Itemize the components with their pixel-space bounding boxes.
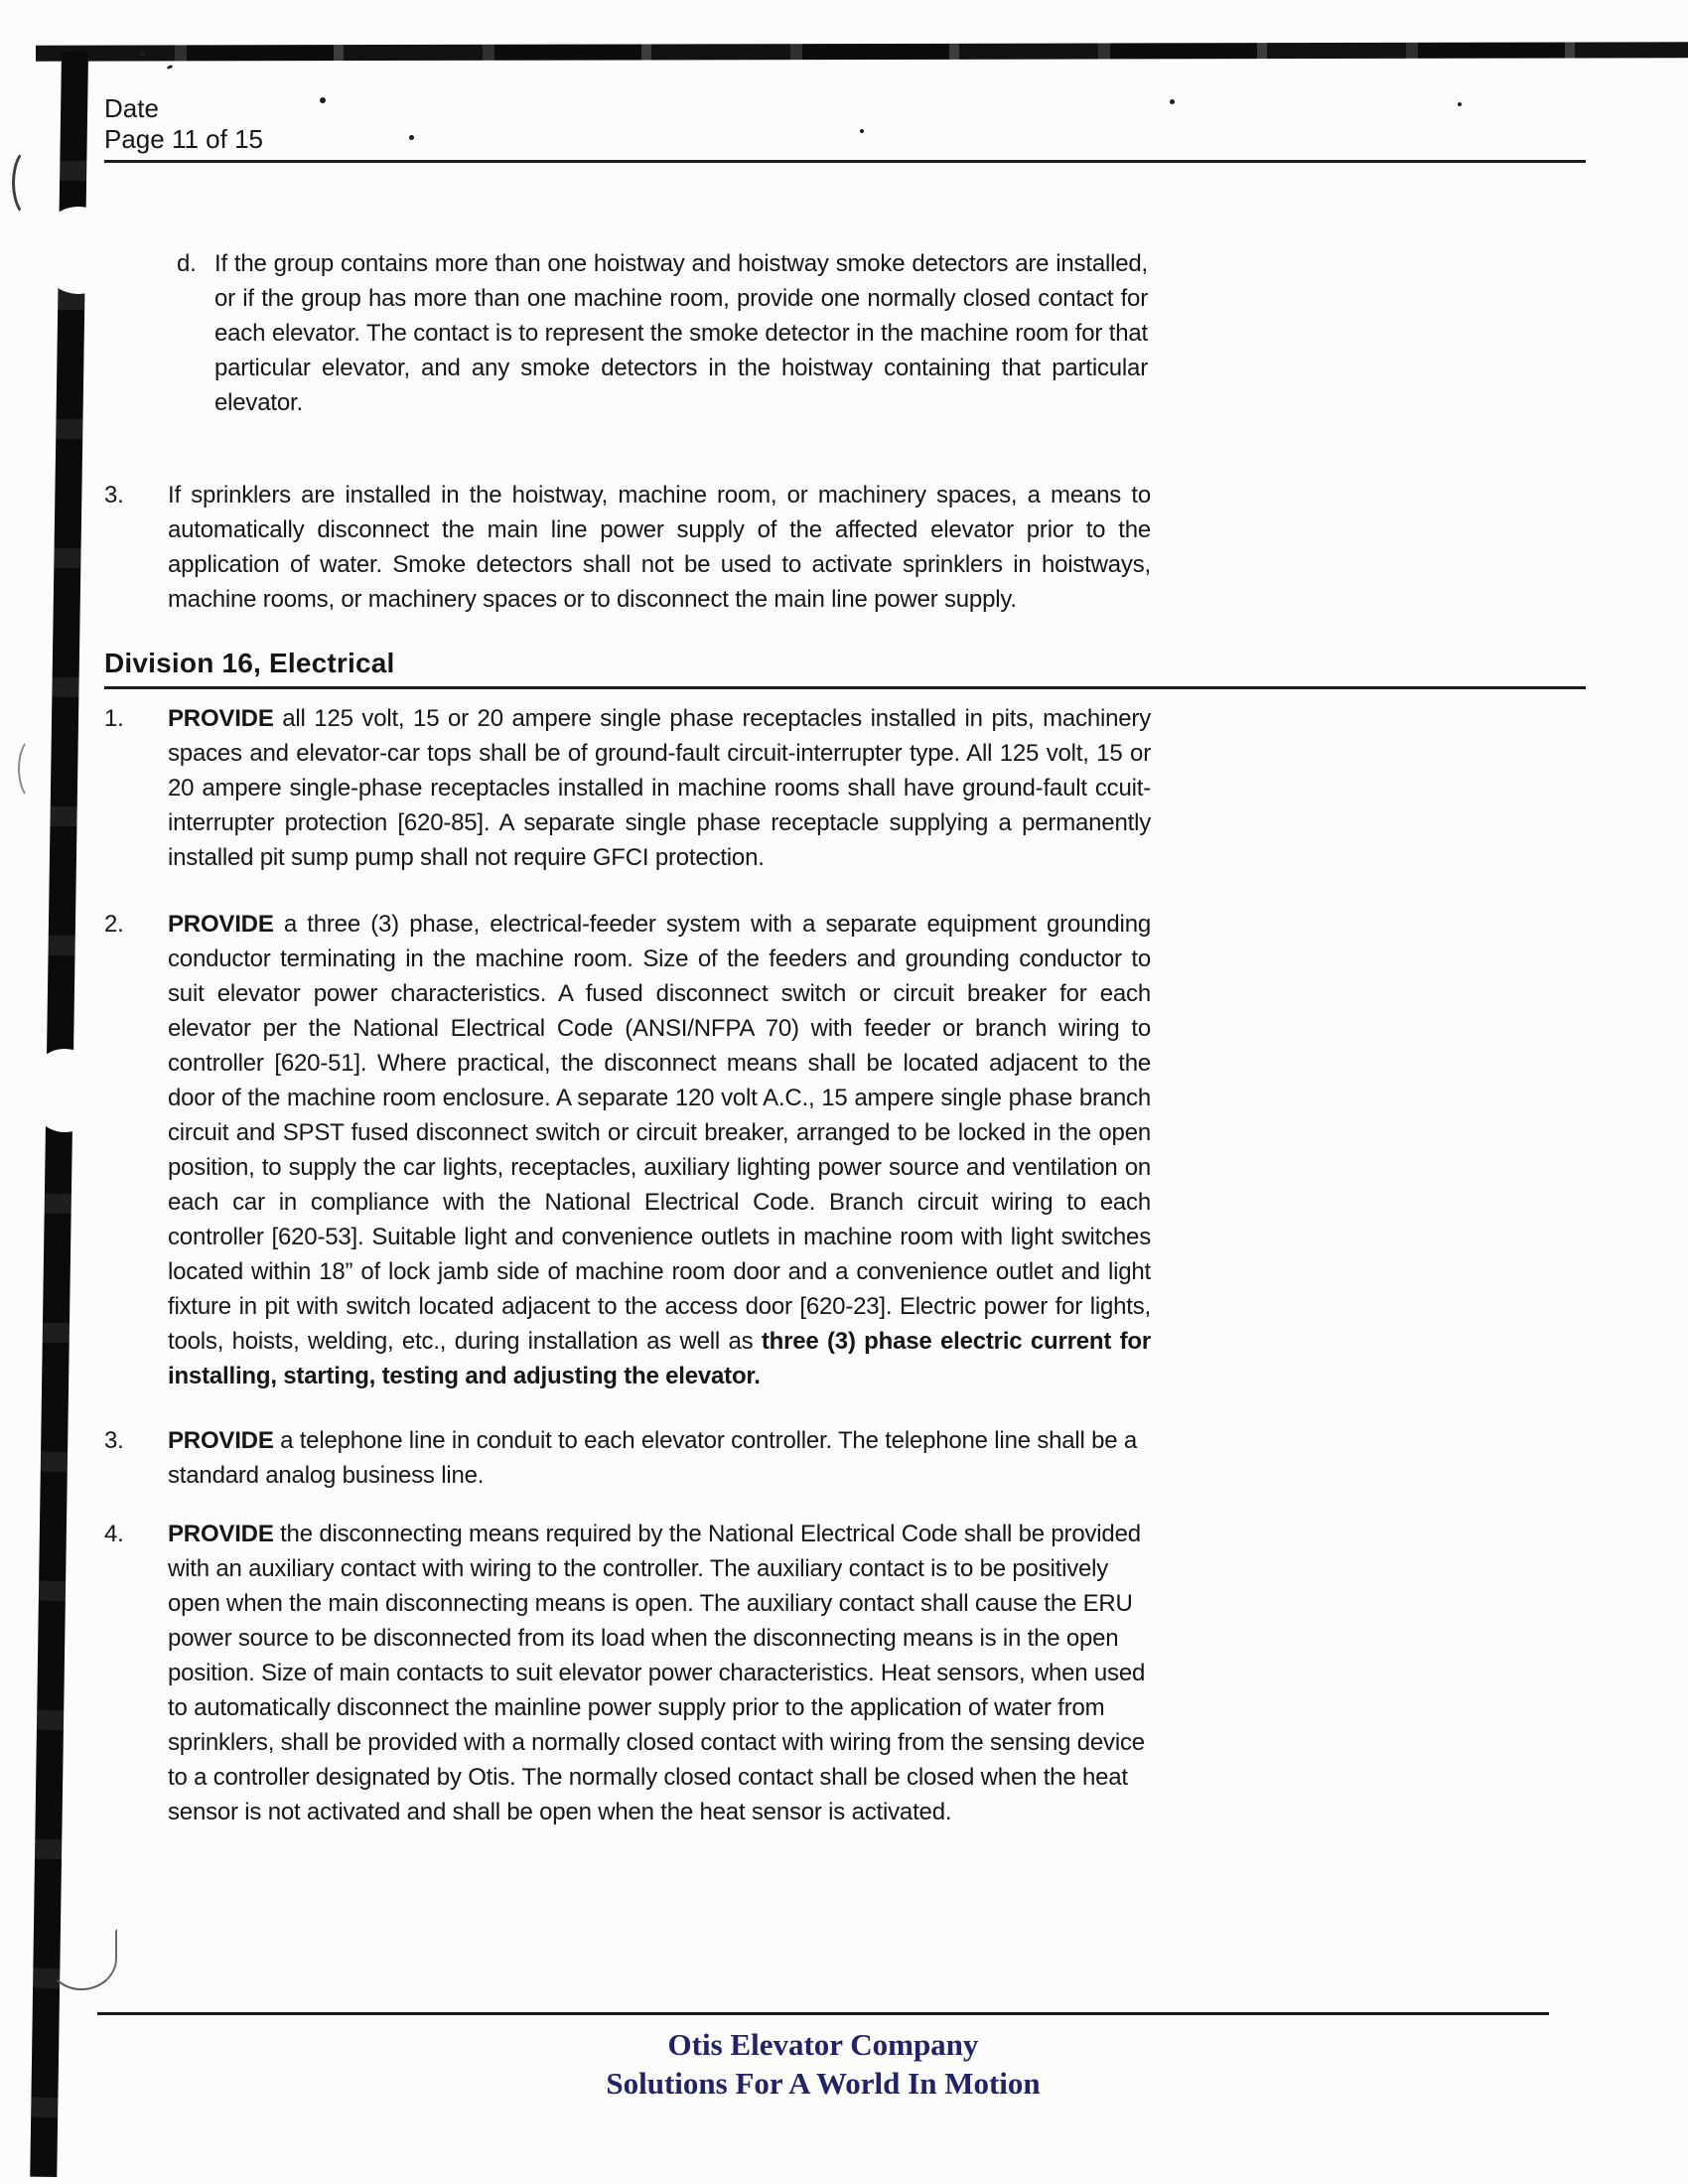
electrical-item-1-body: all 125 volt, 15 or 20 ampere single phase receptacles installed in pits, machinery spaces and elevator-car tops shall be of ground-fault circuit-interrupter type. All 125 volt, 15 or 20 ampere single-phase receptacles installed in machine rooms shall have ground-fault ccuit-interrupter protection [620-85]. A separate single phase receptacle supplying a permanently installed pit sump pump shall not require GFCI protection.	[168, 705, 1151, 871]
clause-d-text: If the group contains more than one hoistway and hoistway smoke detectors are installed, or if the group has more than one machine room, provide one normally closed contact for each elevator. The contact is to represent the smoke detector in the machine room for that particular elevator, and any smoke detectors in the hoistway containing that particular elevator.	[214, 250, 1148, 416]
company-tagline: Solutions For A World In Motion	[606, 2066, 1041, 2101]
electrical-item-4-marker: 4.	[104, 1521, 124, 1547]
header-divider	[104, 160, 1586, 163]
date-label: Date	[104, 93, 159, 123]
clause-d-marker: d.	[177, 250, 197, 277]
page-header	[104, 93, 1586, 155]
electrical-item-2-body: a three (3) phase, electrical-feeder system with a separate equipment grounding conductor terminating in the machine room. Size of the feeders and grounding conductor to suit elevator power characteristics. A fused disconnect switch or circuit breaker for each elevator per the National Electrical Code (ANSI/NFPA 70) with feeder or branch wiring to controller [620-51]. Where practical, the disconnect means shall be located adjacent to the door of the machine room enclosure. A separate 120 volt A.C., 15 ampere single phase branch circuit and SPST fused disconnect switch or circuit breaker, arranged to be locked in the open position, to supply the car lights, receptacles, auxiliary lighting power source and ventilation on each car in compliance with the National Electrical Code. Branch circuit wiring to each controller [620-53]. Suitable light and convenience outlets in machine room with light switches located within 18” of lock jamb side of machine room door and a convenience outlet and light fixture in pit with switch located adjacent to the access door [620-23]. Electric power for lights, tools, hoists, welding, etc., during installation as well as	[168, 911, 1151, 1355]
company-name: Otis Elevator Company	[667, 2027, 979, 2062]
scan-edge-top	[36, 42, 1688, 61]
scan-curl-mark	[48, 1929, 117, 1990]
provide-keyword: PROVIDE	[168, 1521, 274, 1547]
electrical-item-2	[104, 907, 1586, 1393]
provide-keyword: PROVIDE	[168, 911, 274, 938]
page-number: Page 11 of 15	[104, 124, 263, 154]
electrical-item-3	[104, 1423, 1586, 1493]
page-footer	[97, 2012, 1549, 2103]
document-body	[104, 93, 1586, 1829]
section-divider	[104, 686, 1586, 689]
scan-curl-mark	[12, 147, 49, 218]
clause-3-text: If sprinklers are installed in the hoistway, machine room, or machinery spaces, a means to automatically disconnect the main line power supply of the affected elevator prior to the application of water. Smoke detectors shall not be used to activate sprinklers in hoistways, machine rooms, or machinery spaces or to disconnect the main line power supply.	[168, 482, 1151, 613]
electrical-item-3-marker: 3.	[104, 1427, 124, 1454]
footer-divider	[97, 2012, 1549, 2015]
electrical-item-2-marker: 2.	[104, 911, 124, 938]
electrical-item-4-text	[168, 1517, 1151, 1829]
scan-speck	[167, 65, 174, 70]
electrical-item-1	[104, 701, 1586, 875]
section-heading: Division 16, Electrical	[104, 648, 395, 678]
clause-3-marker: 3.	[104, 482, 124, 509]
electrical-item-1-text	[168, 701, 1151, 875]
scan-curl-mark	[18, 737, 50, 801]
electrical-item-3-body: a telephone line in conduit to each elevator controller. The telephone line shall be a standard analog business line.	[168, 1427, 1138, 1489]
scan-notch	[28, 1049, 101, 1132]
clause-3	[104, 478, 1586, 617]
electrical-item-1-marker: 1.	[104, 705, 124, 732]
electrical-item-2-bold-tail: three (3) phase electric current for installing, starting, testing and adjusting the elevator.	[168, 1328, 1152, 1389]
electrical-item-4-body: the disconnecting means required by the National Electrical Code shall be provided with an auxiliary contact with wiring to the controller. The auxiliary contact is to be positively open when the main disconnecting means is open. The auxiliary contact shall cause the ERU power source to be disconnected from its load when the disconnecting means is in the open position. Size of main contacts to suit elevator power characteristics. Heat sensors, when used to automatically disconnect the mainline power supply prior to the application of water from sprinklers, shall be provided with a normally closed contact with wiring from the sensing device to a controller designated by Otis. The normally closed contact shall be closed when the heat sensor is not activated and shall be open when the heat sensor is activated.	[168, 1521, 1146, 1825]
clause-d	[177, 246, 1586, 420]
electrical-item-3-text	[168, 1423, 1151, 1493]
electrical-item-2-text	[168, 907, 1151, 1393]
provide-keyword: PROVIDE	[168, 1427, 274, 1454]
provide-keyword: PROVIDE	[168, 705, 274, 732]
electrical-item-4	[104, 1517, 1586, 1829]
